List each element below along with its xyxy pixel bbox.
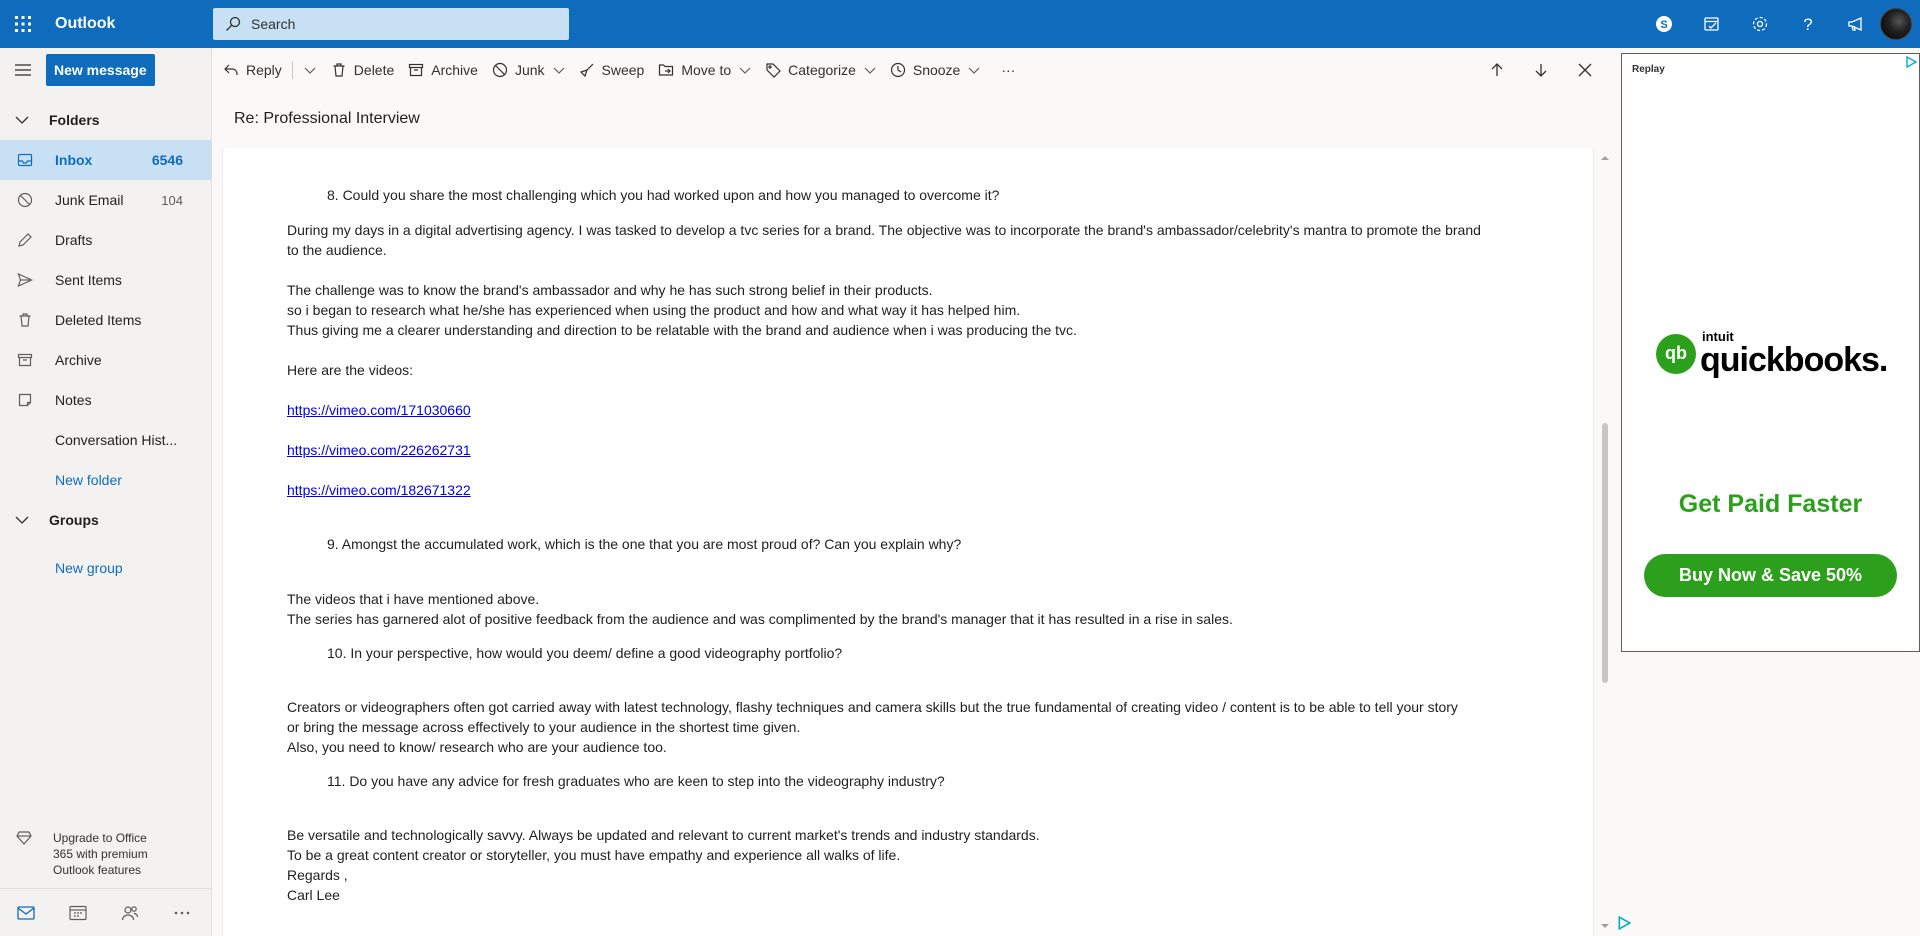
folder-archive[interactable]: Archive	[0, 340, 211, 380]
chevron-down-icon	[968, 64, 980, 76]
body-text: The videos that i have mentioned above.	[287, 591, 540, 607]
body-text: Creators or videographers often got carried away with latest technology, flashy techniques and camera skills but the true fundamental of creating video / content is to be able to tell your story	[287, 699, 1458, 715]
chevron-down-icon	[739, 64, 751, 76]
folders-header[interactable]: Folders	[0, 100, 211, 140]
command-bar	[213, 48, 1615, 92]
mail-icon[interactable]	[0, 889, 52, 936]
trash-icon	[16, 311, 34, 329]
arrow-down-icon	[1533, 62, 1549, 78]
close-button[interactable]	[1563, 54, 1607, 86]
ad-cta-button[interactable]: Buy Now & Save 50%	[1644, 554, 1897, 597]
more-actions-button[interactable]: ···	[1001, 62, 1016, 78]
ad-choices-icon[interactable]	[1617, 916, 1631, 930]
svg-text:?: ?	[1803, 15, 1813, 33]
question-9: 9. Amongst the accumulated work, which is the one that you are most proud of? Can you explain why?	[327, 536, 962, 552]
chevron-down-icon	[15, 513, 29, 527]
junk-icon	[16, 191, 34, 209]
new-group-link[interactable]: New group	[55, 560, 123, 576]
broom-icon	[579, 62, 595, 78]
archive-button[interactable]: Archive	[401, 54, 485, 86]
search-box[interactable]	[213, 8, 569, 40]
reply-button[interactable]: Reply	[216, 54, 289, 86]
calendar-icon[interactable]	[52, 889, 104, 936]
reply-icon	[223, 62, 239, 78]
junk-icon	[492, 62, 508, 78]
inbox-icon	[16, 151, 34, 169]
folder-drafts[interactable]: Drafts	[0, 220, 211, 260]
archive-icon	[16, 351, 34, 369]
body-text: To be a great content creator or storyteller, you must have empathy and experience all walks of life.	[287, 847, 901, 863]
close-icon	[1578, 63, 1592, 77]
app-launcher-icon[interactable]	[0, 0, 46, 48]
search-icon	[225, 16, 241, 32]
body-text: Regards ,	[287, 867, 348, 883]
ad-replay-button[interactable]: Replay	[1632, 64, 1665, 75]
body-text: During my days in a digital advertising agency. I was tasked to develop a tvc series for a brand. The objective was to incorporate the brand's ambassador/celebrity's mantra to promote the brand	[287, 222, 1481, 238]
ad-headline: Get Paid Faster	[1678, 490, 1863, 518]
folder-conversation-history[interactable]: Conversation Hist...	[55, 432, 178, 448]
sweep-button[interactable]: Sweep	[572, 54, 652, 86]
chevron-down-icon	[553, 64, 565, 76]
snooze-button[interactable]: Snooze	[883, 54, 987, 86]
skype-icon[interactable]	[1640, 0, 1688, 48]
scroll-down-icon[interactable]	[1601, 922, 1609, 930]
folder-inbox[interactable]: Inbox 6546	[0, 140, 211, 180]
send-icon	[16, 271, 34, 289]
scroll-thumb[interactable]	[1602, 423, 1608, 683]
feedback-megaphone-icon[interactable]	[1832, 0, 1880, 48]
module-switcher	[0, 888, 211, 936]
quickbooks-logo-icon: qb	[1656, 334, 1696, 374]
signature: Carl Lee	[287, 887, 340, 903]
body-text: Here are the videos:	[287, 362, 414, 378]
folder-junk-email[interactable]: Junk Email 104	[0, 180, 211, 220]
new-folder-link[interactable]: New folder	[55, 472, 122, 488]
svg-text:S: S	[1660, 19, 1668, 31]
quickbooks-logo: qb intuit quickbooks.	[1656, 330, 1887, 377]
arrow-up-icon	[1489, 62, 1505, 78]
folder-pane	[0, 48, 212, 936]
my-day-icon[interactable]	[1688, 0, 1736, 48]
reply-options-dropdown[interactable]	[296, 54, 324, 86]
body-text: Be versatile and technologically savvy. Always be updated and relevant to current market's trends and industry standards.	[287, 827, 1040, 843]
folder-notes[interactable]: Notes	[0, 380, 211, 420]
advertisement[interactable]	[1621, 53, 1920, 652]
folder-move-icon	[658, 62, 674, 78]
scroll-up-icon[interactable]	[1601, 154, 1609, 162]
question-8: 8. Could you share the most challenging which you had worked upon and how you managed to overcome it?	[327, 187, 1000, 203]
search-placeholder: Search	[251, 16, 296, 32]
message-body-panel	[222, 148, 1594, 936]
app-title[interactable]: Outlook	[55, 15, 116, 32]
question-11: 11. Do you have any advice for fresh graduates who are keen to step into the videography industry?	[327, 773, 945, 789]
groups-header[interactable]: Groups	[0, 500, 211, 540]
chevron-down-icon	[864, 64, 876, 76]
video-link[interactable]: https://vimeo.com/182671322	[287, 482, 471, 498]
unread-count: 104	[161, 192, 183, 208]
hamburger-menu-icon[interactable]	[0, 48, 46, 92]
people-icon[interactable]	[104, 889, 156, 936]
avatar[interactable]	[1880, 8, 1912, 40]
body-text: The series has garnered alot of positive feedback from the audience and was complimented by the brand's manager that it has resulted in a rise in sales.	[287, 611, 1233, 627]
message-subject: Re: Professional Interview	[234, 110, 420, 127]
body-text: Also, you need to know/ research who are your audience too.	[287, 739, 667, 755]
body-text: so i began to research what he/she has experienced when using the product and how and what way it has helped him.	[287, 302, 1021, 318]
chevron-down-icon	[304, 64, 316, 76]
tag-icon	[765, 62, 781, 78]
body-text: The challenge was to know the brand's ambassador and why he has such strong belief in their products.	[287, 282, 933, 298]
upgrade-promo[interactable]: Upgrade to Office 365 with premium Outlook features	[0, 818, 211, 878]
top-bar	[0, 0, 1920, 48]
delete-button[interactable]: Delete	[324, 54, 401, 86]
trash-icon	[331, 62, 347, 78]
previous-message-button[interactable]	[1475, 54, 1519, 86]
pencil-icon	[16, 231, 34, 249]
junk-button[interactable]: Junk	[485, 54, 572, 86]
body-text: or bring the message across effectively to your audience in the shortest time given.	[287, 719, 801, 735]
new-message-button[interactable]: New message	[46, 54, 155, 86]
folder-deleted-items[interactable]: Deleted Items	[0, 300, 211, 340]
unread-count: 6546	[151, 152, 183, 168]
body-text: to the audience.	[287, 242, 387, 258]
body-text: Thus giving me a clearer understanding and direction to be relatable with the brand and audience when i was producing the tvc.	[287, 322, 1077, 338]
move-to-button[interactable]: Move to	[651, 54, 758, 86]
folder-sent-items[interactable]: Sent Items	[0, 260, 211, 300]
help-icon[interactable]	[1784, 0, 1832, 48]
ad-choices-icon[interactable]	[1905, 56, 1917, 68]
chevron-down-icon	[15, 113, 29, 127]
question-10: 10. In your perspective, how would you deem/ define a good videography portfolio?	[327, 645, 843, 661]
clock-icon	[890, 62, 906, 78]
message-scrollbar[interactable]	[1598, 148, 1612, 936]
categorize-button[interactable]: Categorize	[758, 54, 883, 86]
note-icon	[16, 391, 34, 409]
video-link[interactable]: https://vimeo.com/226262731	[287, 442, 471, 458]
diamond-icon	[16, 830, 32, 878]
more-apps-icon[interactable]	[156, 889, 208, 936]
archive-icon	[408, 62, 424, 78]
settings-gear-icon[interactable]	[1736, 0, 1784, 48]
next-message-button[interactable]	[1519, 54, 1563, 86]
video-link[interactable]: https://vimeo.com/171030660	[287, 402, 471, 418]
